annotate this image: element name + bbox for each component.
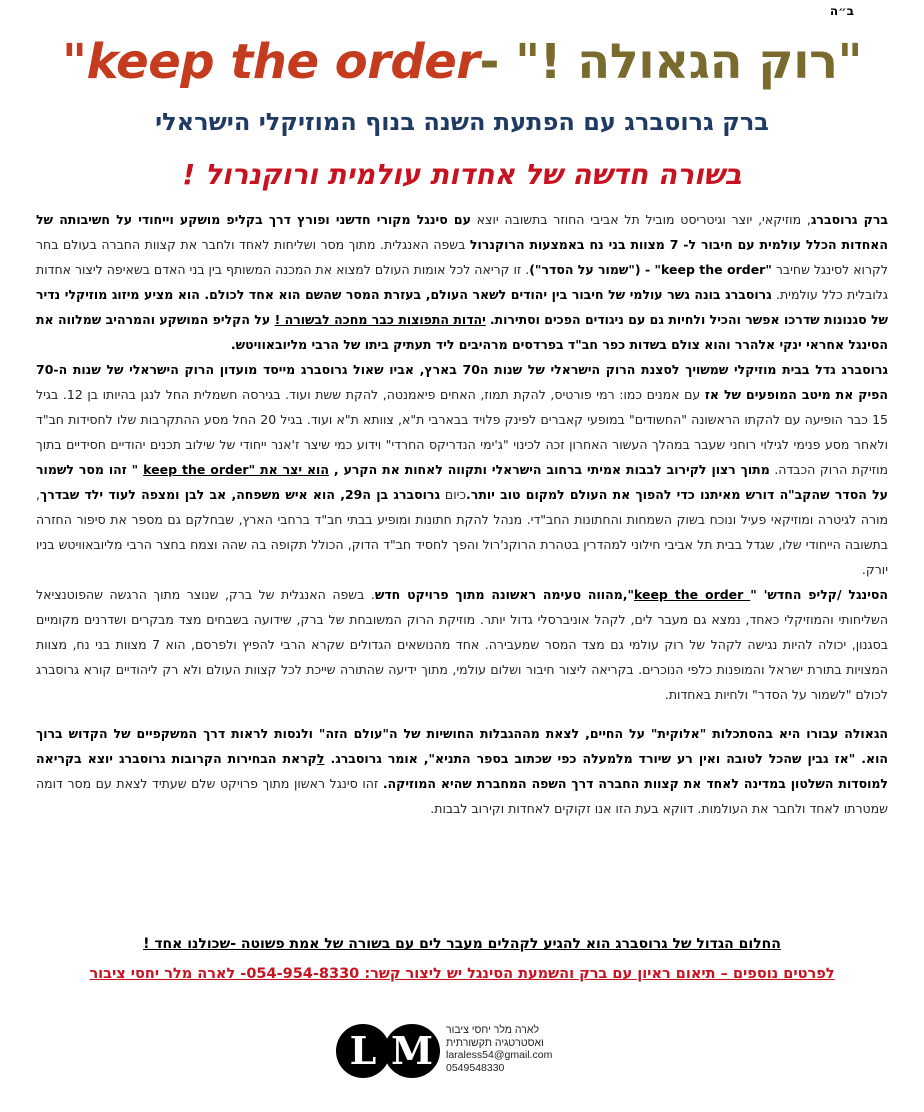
bold-text: על הקליפ המושקע והמרהיב שמלווה את הסינגל אחראי ינקי אלהרר והוא צולם בשדות כפר חב"ד בפרדסים מרהיבים ליד תעתיק ביתו של הרבי מליובאוויטש. — [36, 312, 888, 352]
bold-text: קראת הבחירות הקרובות גרוסברג יוצא בקריאה למוסדות השלטון במדינה לאחד את קצוות החברה דרך השפה המחברת שהיא המוזיקה. — [36, 751, 888, 791]
bold-text: ברק גרוסברג — [810, 212, 888, 227]
bold-text: גרוסברג גדל בבית מוזיקלי שמשויך לסצנת הרוק הישראלי של שנות ה70 בארץ, אביו שאול גרוסברג מייסד מועדון הרוק הישראלי של שנות ה-70 הפיק את מיטב המופעים של אז — [36, 362, 888, 402]
logo-letter-m: M — [384, 1024, 440, 1078]
pr-logo — [330, 1022, 590, 1102]
underlined-bold-text: keep the order — [634, 587, 751, 602]
bold-text: "keep the order" - ("שמור על הסדר") — [529, 262, 772, 277]
title-hebrew: "רוק הגאולה !" — [515, 34, 863, 90]
underlined-bold-text: ל — [316, 751, 325, 766]
bold-text: גרוסברג בן ה29, הוא איש משפחה, אב לבן ומצפה לעוד ילד שבדרך — [39, 487, 441, 502]
body-text: . בשפה האנגלית של ברק, שנוצר מתוך הרגשה שהפוטנציאל השליחותי והמוזיקלי כאחד, נמצא גם מעבר לים, לקהל אוניברסלי גדול יותר. מוזיקת הרוק המשובחת של ברק, שידועה בשבחים מצד מבקרים ושדרנים מקומיים בסגנון, יכולה להיות נגישה לקהל של רוק עולמי גם מצד המסר שמעבירה. אחד מהנושאים הגדולים שקרא הרבי להפיץ ולפרסם, הוא 7 מצוות בני נח, מצוות המצויות בתורת ישראל והמופנות כלפי הנוכרים. בקריאה ליצור חיבור ושלום עולמי, מתוך ידיעה שהתורה שייכת לכל קצוות העולם ולא רק ליהודיים קורא גרוסברג לכולם "לשמור על הסדר" ולחיות באחדות. — [36, 587, 888, 702]
paragraph-redemption — [36, 721, 888, 821]
logo-info — [446, 1024, 586, 1074]
paragraph-intro — [36, 207, 888, 357]
logo-line-tagline: ואסטרטגיה תקשורתית — [446, 1036, 544, 1049]
body-text: עם אמנים כמו: רמי פורטיס, להקת תמוז, האחים פיאמנטה, להקת ששת ועוד. בגירסה חשמלית החל לנגן בהיותו בן 12. בגיל 15 כבר הופיעה עם להקתו הראשונה "החשודים" במופעי קאברים לפינק פלויד בבארבי ת"א, צוותא ת"א ועוד. בגיל 20 החל מסע ההתקרבות שלו לחסידות חב"ד ולאחר מסע פנימי לגילוי רוחני שעבר במהלך העשור האחרון זכה לכינוי "ג'ימי הנדריקס החרדי" וידוע כמי שיצר ז'אנר ייחודי של שילוב תכנים יהודיים חסידיים בתוך מוזיקת הרוק הכבדה. — [36, 387, 889, 477]
body-text: כיום — [440, 487, 467, 502]
underlined-bold-text: הוא יצר את "keep the order — [143, 462, 329, 477]
bold-text: גרוסברג בונה גשר עולמי של חיבור בין יהודים לשאר העולם, בעזרת המסר שהשם הוא אחד לכולם. הוא מציע מיזוג מוזיקלי נדיר של סגנונות שדרכו אפשר והכיל ולחיות גם עם ניגודים הפכים וסתירות. — [36, 287, 888, 327]
bh-mark: ב״ה — [829, 4, 854, 18]
logo-phone[interactable]: 0549548330 — [446, 1061, 505, 1074]
paragraph-single — [36, 582, 888, 707]
subtitle-primary: ברק גרוסברג עם הפתעת השנה בנוף המוזיקלי הישראלי — [155, 108, 769, 136]
title-separator: - — [479, 34, 516, 90]
paragraph-background — [36, 357, 888, 582]
page-title — [20, 26, 904, 98]
body-text: זהו סינגל ראשון מתוך פרויקט שלם שעתיד לצאת עם מסר דומה שמטרתו לאחד ולחבר את העולמות. דווקא בעת הזו אנו זקוקים לאחדות וקירוב לבבות. — [36, 776, 888, 816]
body-text: , מורה לגיטרה ומוזיקאי פעיל ונוכח בשוק השמחות והחתונות החב"די. מנהל להקת חתונות ומופיע בבתי חב"ד ברחבי הארץ, שבחלקם גם מספר את סיפור החזרה בתשובה הייחודי שלו, שגדל בבית תל אביבי חילוני למהדרין בטהרת הרוקנ'רול והפך לחסיד חב"ד הדוק, הכולל תקופה בה שהה וצמח בחצר הרבי מליובאוויטש בניו יורק. — [36, 487, 888, 577]
subtitle-secondary: בשורה חדשה של אחדות עולמית ורוקנרול ! — [182, 158, 742, 191]
title-english: keep the order" — [61, 34, 480, 90]
body-text: , מוזיקאי, יוצר וגיטריסט מוביל תל אביבי החוזר בתשובה יוצא — [470, 212, 811, 227]
body-text: בשפה האנגלית. מתוך מסר ושליחות לאחד ולחבר את קצוות החברה בעולם בחר לקרוא לסינגל שחיבר — [36, 237, 888, 277]
logo-letter-l: L — [336, 1024, 390, 1078]
bold-text: הסינגל /קליפ החדש' " — [750, 587, 888, 602]
article-body — [36, 207, 888, 821]
body-text: . זו קריאה לכל אומות העולם למצוא את המכנה המשותף בין בני האדם בשאיפה ליצור אחדות גלובלית כלל עולמית. — [36, 262, 888, 302]
bold-text: עם סינגל מקורי חדשני ופורץ דרך בקליפ מושקע וייחודי על חשיבותה של האחדות הכלל עולמית עם חיבור ל- 7 מצוות בני נח באמצעות הרוקנרול — [36, 212, 888, 252]
logo-line-name: לארה מלר יחסי ציבור — [446, 1024, 540, 1036]
bold-text: מתוך רצון לקירוב לבבות אמיתי ברחוב הישראלי ותקווה לאחות את הקרע , — [328, 462, 770, 477]
closing-statement: החלום הגדול של גרוסברג הוא להגיע לקהלים מעבר לים עם בשורה של אמת פשוטה -שכולנו אחד ! — [143, 936, 781, 952]
bold-text: " זהו מסר לשמור על הסדר שהקב"ה דורש מאיתנו כדי להפוך את העולם למקום טוב יותר. — [36, 462, 888, 502]
bold-text: ",מהווה טעימה ראשונה מתוך פרויקט חדש — [374, 587, 634, 602]
logo-email[interactable]: laraless54@gmail.com — [446, 1049, 553, 1061]
bold-text: הגאולה עבורו היא בהסתכלות "אלוקית" על החיים, לצאת מההגבלות החושיות של ה"עולם הזה" ולנסות לראות דרך המשקפיים של הקדוש ברוך הוא. "אז גבין שהכל לטובה ואין רע שיורד מלמעלה כפי שכתוב בספר התניא", אומר גרוסברג. — [36, 726, 888, 766]
contact-line: לפרטים נוספים – תיאום ראיון עם ברק והשמעת הסינגל יש ליצור קשר: 054-954-8330- לארה מלר יחסי ציבור — [89, 966, 835, 982]
underlined-bold-text: יהדות התפוצות כבר מחכה לבשורה ! — [274, 312, 486, 327]
